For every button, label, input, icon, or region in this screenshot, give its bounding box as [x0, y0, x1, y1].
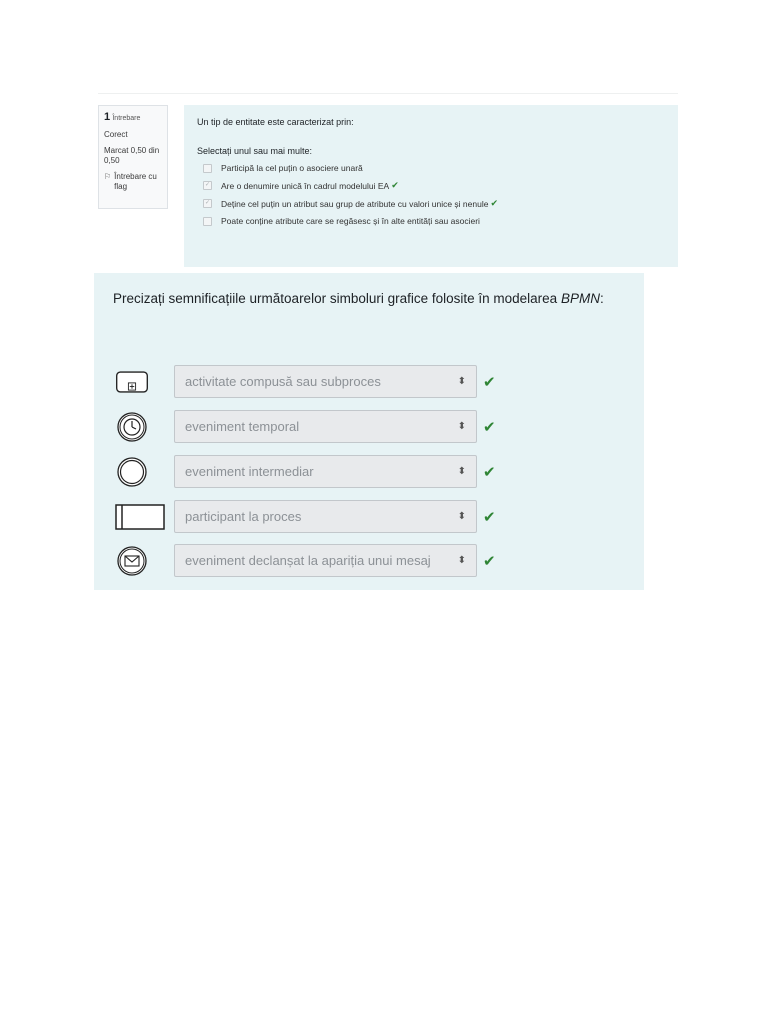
question2-text-term: BPMN [560, 291, 600, 306]
question-text: Un tip de entitate este caracterizat prin: [197, 117, 354, 127]
answer-select[interactable] [174, 455, 477, 488]
answer-option [203, 198, 665, 209]
match-row [114, 544, 496, 577]
correct-check-icon: ✔ [483, 373, 496, 391]
select-value: eveniment intermediar [185, 464, 314, 479]
question-status: Corect [104, 130, 128, 139]
answer-select[interactable] [174, 544, 477, 577]
question2-panel [94, 273, 644, 590]
answer-option [203, 180, 665, 191]
question-number: 1 [104, 111, 111, 123]
select-arrows-icon: ⬍ [457, 510, 466, 522]
select-value: participant la proces [185, 509, 302, 524]
select-value: eveniment declanșat la apariția unui mesaj [185, 553, 431, 568]
question2-text [113, 291, 625, 306]
correct-check-icon: ✔ [490, 198, 498, 208]
option-checkbox[interactable] [203, 164, 212, 173]
select-arrows-icon: ⬍ [457, 420, 466, 432]
option-label: Deține cel puțin un atribut sau grup de atribute cu valori unice și nenule [221, 198, 489, 209]
match-row [114, 500, 496, 533]
option-label: Are o denumire unică în cadrul modelului EA [221, 180, 390, 191]
subprocess-icon [114, 367, 150, 397]
match-row [114, 455, 496, 488]
option-label: Participă la cel puțin o asociere unară [221, 163, 363, 173]
answer-select[interactable] [174, 410, 477, 443]
question-content [184, 105, 678, 267]
question2-text-end: : [599, 291, 604, 306]
select-value: eveniment temporal [185, 419, 300, 434]
timer-event-icon [114, 412, 150, 442]
select-arrows-icon: ⬍ [457, 465, 466, 477]
flag-question-link[interactable] [104, 172, 162, 192]
intermediate-event-icon [114, 457, 150, 487]
correct-check-icon: ✔ [483, 552, 496, 570]
correct-check-icon: ✔ [483, 418, 496, 436]
correct-check-icon: ✔ [483, 508, 496, 526]
pool-icon [114, 502, 166, 532]
answer-prompt: Selectați unul sau mai multe: [197, 146, 313, 156]
select-arrows-icon: ⬍ [457, 375, 466, 387]
match-row [114, 365, 496, 398]
answer-option [203, 216, 665, 226]
option-checkbox[interactable] [203, 217, 212, 226]
option-label: Poate conține atribute care se regăsesc și în alte entități sau asocieri [221, 216, 480, 226]
question-mark: Marcat 0,50 din 0,50 [104, 146, 160, 165]
answer-option [203, 163, 665, 173]
flag-label: Întrebare cu flag [114, 172, 157, 191]
answer-select[interactable] [174, 365, 477, 398]
correct-check-icon: ✔ [391, 180, 399, 190]
select-value: activitate compusă sau subproces [185, 374, 381, 389]
flag-icon: ⚐ [104, 172, 112, 181]
question2-text-main: Precizați semnificațiile următoarelor simboluri grafice folosite în modelarea [113, 291, 561, 306]
answer-select[interactable] [174, 500, 477, 533]
question-word: Întrebare [112, 115, 141, 122]
message-event-icon [114, 546, 150, 576]
option-checkbox[interactable]: ✓ [204, 200, 211, 206]
match-row [114, 410, 496, 443]
top-divider [98, 93, 678, 94]
correct-check-icon: ✔ [483, 463, 496, 481]
select-arrows-icon: ⬍ [457, 554, 466, 566]
option-checkbox[interactable]: ✓ [204, 182, 211, 188]
question-info-panel [98, 105, 168, 209]
